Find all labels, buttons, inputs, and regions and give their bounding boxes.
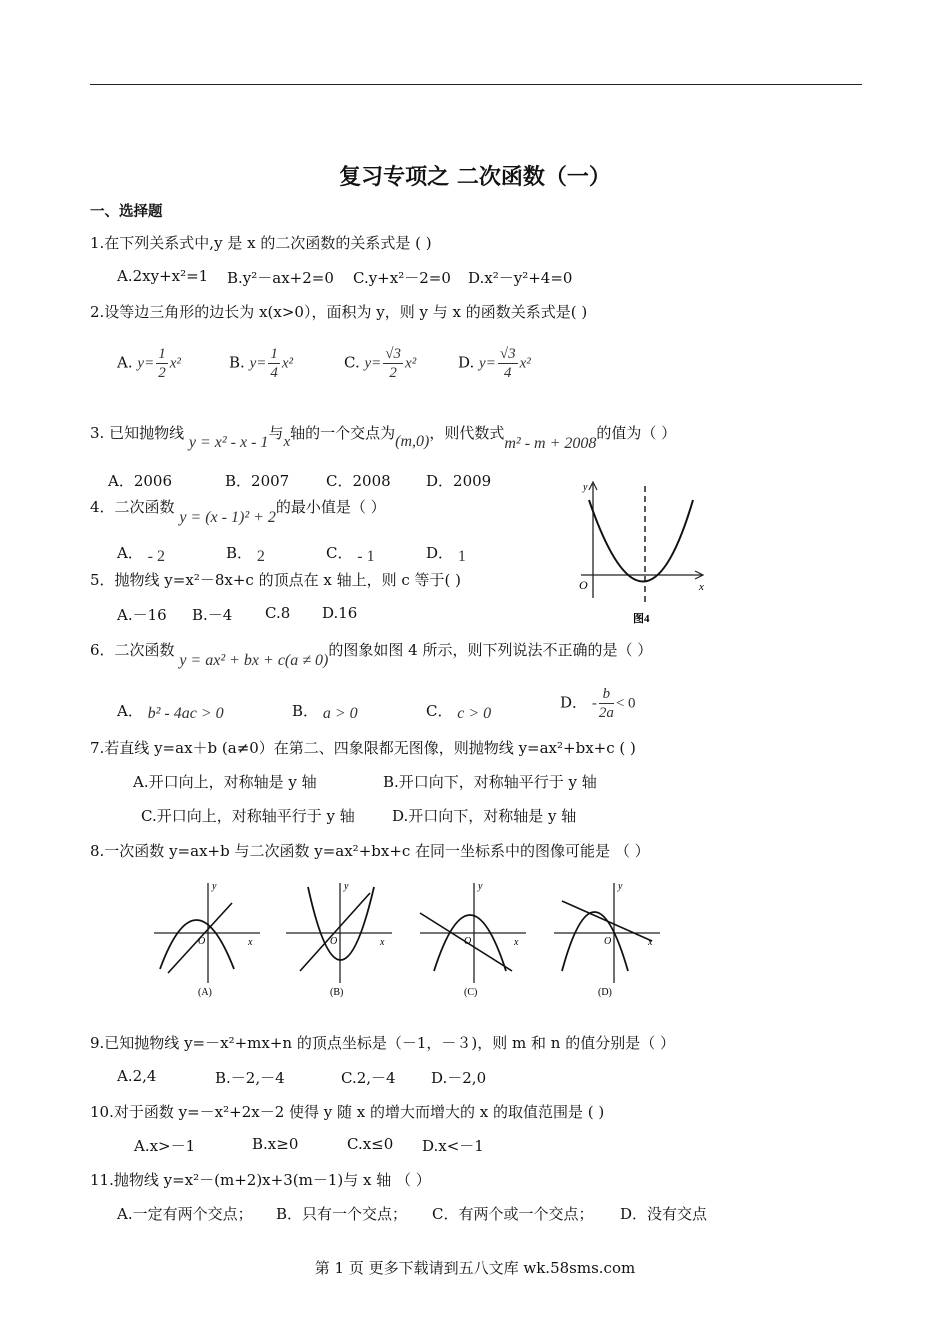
page-title: 复习专项之 二次函数（一）	[339, 165, 611, 190]
q5-option-c: C.8	[265, 604, 291, 622]
q9-option-a: A.2,4	[117, 1067, 157, 1085]
q3-expr2: m² - m + 2008	[504, 435, 597, 452]
q2-d-den: 4	[503, 365, 512, 381]
q8a-x-label: x	[248, 937, 253, 948]
page-footer: 第 1 页 更多下载请到五八文库 wk.58sms.com	[314, 1259, 636, 1277]
question-10: 10.对于函数 y=－x²+2x－2 使得 y 随 x 的增大而增大的 x 的取值范围是 ( )	[90, 1103, 605, 1121]
q7-option-b: B.开口向下，对称轴平行于 y 轴	[383, 773, 597, 791]
q6-d-frac	[599, 685, 614, 722]
q6-pre: 6．二次函数	[90, 641, 175, 659]
q9-option-c: C.2,－4	[341, 1069, 396, 1087]
q2-a-y: y	[137, 355, 145, 372]
q2-c-label: C.	[344, 353, 360, 372]
q6-b-value: a > 0	[322, 705, 358, 722]
q7-option-a: A.开口向上，对称轴是 y 轴	[133, 773, 317, 791]
q8c-caption: (C)	[464, 987, 478, 998]
q10-option-b: B.x≥0	[252, 1135, 299, 1153]
q6-d-num: b	[599, 685, 614, 704]
question-9: 9.已知抛物线 y=－x²+mx+n 的顶点坐标是（－1，－３)，则 m 和 n 的值分别是（ ）	[90, 1034, 675, 1052]
q2-a-den: 2	[158, 365, 166, 381]
q6-option-d	[560, 685, 636, 722]
q3-mid2: 轴的一个交点为	[290, 424, 396, 442]
question-5: 5．抛物线 y=x²－8x+c 的顶点在 x 轴上，则 c 等于( )	[90, 571, 461, 589]
q3-xvar: x	[283, 434, 291, 450]
q6-a-value: b² - 4ac > 0	[147, 705, 224, 722]
q10-option-a: A.x>－1	[134, 1137, 196, 1155]
q8d-y-label: y	[618, 881, 623, 892]
q11-option-c: C．有两个或一个交点；	[432, 1205, 594, 1223]
q5-option-d: D.16	[322, 604, 358, 622]
q2-a-label: A.	[117, 353, 133, 372]
q6-c-value: c > 0	[457, 705, 492, 722]
q2-d-x2: x²	[519, 355, 531, 372]
q8b-caption: (B)	[330, 987, 344, 998]
q2-b-eq: =	[256, 355, 267, 372]
q8d-line	[562, 901, 652, 941]
q6-option-b	[292, 700, 358, 721]
figure-4	[575, 478, 715, 628]
q4-c-value: - 1	[357, 548, 375, 565]
q10-option-d: D.x<－1	[422, 1137, 484, 1155]
q6-d-post: < 0	[615, 695, 636, 712]
q6-post: 的图象如图 4 所示，则下列说法不正确的是（ ）	[328, 641, 653, 659]
q2-option-d	[458, 345, 531, 382]
question-7: 7.若直线 y=ax＋b (a≠0）在第二、四象限都无图像，则抛物线 y=ax²+bx+c ( )	[90, 739, 636, 757]
q8d-parabola	[562, 912, 628, 971]
q3-mid3: ，则代数式	[429, 424, 505, 442]
q4-option-a	[117, 542, 165, 563]
q2-a-x2: x²	[169, 355, 181, 372]
q5-option-a: A.－16	[117, 606, 167, 624]
q2-b-num: 1	[270, 346, 278, 362]
q8a-caption: (A)	[198, 987, 212, 998]
q6-c-label: C．	[426, 702, 453, 720]
q8-graph-b	[286, 881, 392, 998]
q2-c-frac	[383, 345, 403, 382]
q4-b-label: B．	[226, 544, 253, 562]
q6-option-c	[426, 700, 491, 721]
q4-option-c	[326, 542, 375, 563]
q11-option-d: D．没有交点	[620, 1205, 708, 1223]
q8-graph-c	[420, 881, 526, 998]
q4-option-b	[226, 542, 265, 563]
q4-b-value: 2	[256, 548, 265, 565]
q2-b-x2: x²	[281, 355, 294, 372]
q2-d-label: D.	[458, 353, 475, 372]
q2-d-num: √3	[499, 346, 516, 362]
q2-option-b	[229, 345, 293, 382]
fig4-parabola	[589, 500, 693, 582]
q6-d-minus: -	[591, 695, 597, 712]
question-6	[90, 639, 653, 669]
q2-a-num: 1	[158, 346, 166, 362]
q3-point: (m,0)	[395, 433, 430, 450]
q3-pre: 3. 已知抛物线	[90, 424, 185, 442]
fig4-y-label: y	[583, 482, 588, 493]
q2-c-eq: =	[371, 355, 382, 372]
q4-a-value: - 2	[147, 548, 165, 565]
q2-b-frac	[268, 345, 280, 382]
q6-d-den: 2a	[598, 705, 614, 721]
q1-option-d: D.x²－y²+4=0	[468, 269, 573, 287]
q6-expr: y = ax² + bx + c(a ≠ 0)	[179, 652, 329, 669]
q4-d-value: 1	[457, 548, 466, 565]
q8c-x-label: x	[514, 937, 519, 948]
q4-pre: 4．二次函数	[90, 498, 175, 516]
q9-option-d: D.－2,0	[431, 1069, 487, 1087]
q6-option-a	[117, 700, 224, 721]
q3-option-c: C．2008	[326, 472, 391, 490]
q4-c-label: C．	[326, 544, 353, 562]
question-4	[90, 496, 386, 526]
q9-option-b: B.－2,－4	[215, 1069, 285, 1087]
q11-option-a: A.一定有两个交点；	[117, 1205, 253, 1223]
q8d-x-label: x	[648, 937, 653, 948]
q8d-caption: (D)	[598, 987, 612, 998]
q7-option-c: C.开口向上，对称轴平行于 y 轴	[141, 807, 355, 825]
q8c-o-label: O	[464, 936, 472, 947]
question-1: 1.在下列关系式中,y 是 x 的二次函数的关系式是 ( )	[90, 234, 432, 252]
q8b-line	[300, 893, 370, 971]
q4-post: 的最小值是（ ）	[275, 498, 386, 516]
q8d-o-label: O	[604, 936, 612, 947]
q8b-parabola	[308, 887, 374, 960]
q3-option-d: D．2009	[426, 472, 492, 490]
q2-a-frac	[156, 345, 168, 382]
q3-expr: y = x² - x - 1	[188, 434, 269, 451]
q8b-o-label: O	[330, 936, 338, 947]
q8a-parabola	[160, 920, 234, 969]
q8-graph-a	[154, 881, 260, 998]
q2-option-c	[344, 345, 416, 382]
question-11: 11.抛物线 y=x²－(m+2)x+3(m－1)与 x 轴 （ ）	[90, 1171, 431, 1189]
q3-mid1: 与	[268, 424, 284, 442]
q10-option-c: C.x≤0	[347, 1135, 394, 1153]
q2-b-label: B.	[229, 353, 245, 372]
q4-a-label: A．	[117, 544, 143, 562]
q6-b-label: B．	[292, 702, 319, 720]
fig4-caption: 图4	[633, 613, 650, 625]
q8a-y-label: y	[212, 881, 217, 892]
q11-option-b: B．只有一个交点；	[276, 1205, 408, 1223]
q3-option-b: B．2007	[225, 472, 290, 490]
fig4-x-label: x	[699, 581, 704, 593]
q3-option-a: A．2006	[108, 472, 173, 490]
q1-option-a: A.2xy+x²=1	[117, 267, 209, 285]
q8-graph-d	[554, 881, 660, 998]
q6-d-label: D．	[560, 693, 588, 712]
q5-option-b: B.－4	[192, 606, 233, 624]
q3-post: 的值为（ ）	[596, 424, 677, 442]
q4-expr: y = (x - 1)² + 2	[179, 509, 276, 526]
q2-d-y: y	[479, 355, 486, 372]
q2-c-y: y	[364, 355, 372, 372]
q2-c-den: 2	[389, 365, 397, 381]
q6-a-label: A．	[117, 702, 143, 720]
q2-c-num: √3	[385, 346, 402, 362]
q1-option-c: C.y+x²－2=0	[353, 269, 451, 287]
q4-option-d	[426, 542, 466, 563]
question-3	[90, 422, 677, 452]
q4-d-label: D．	[426, 544, 454, 562]
q8b-x-label: x	[380, 937, 385, 948]
q2-c-x2: x²	[405, 355, 417, 372]
q2-b-den: 4	[270, 365, 278, 381]
q2-a-eq: =	[144, 355, 155, 372]
q2-option-a	[117, 345, 181, 382]
q2-b-y: y	[249, 355, 257, 372]
q2-d-frac	[498, 345, 518, 382]
q8b-y-label: y	[344, 881, 349, 892]
question-8: 8.一次函数 y=ax+b 与二次函数 y=ax²+bx+c 在同一坐标系中的图像可能是 （ ）	[90, 842, 650, 860]
q2-d-eq: =	[485, 355, 496, 372]
fig4-origin-label: O	[579, 578, 588, 592]
q8c-y-label: y	[478, 881, 483, 892]
q7-option-d: D.开口向下，对称轴是 y 轴	[392, 807, 577, 825]
q8-graphs	[148, 873, 668, 1003]
section-heading: 一、选择题	[90, 204, 163, 220]
q8a-o-label: O	[198, 936, 206, 947]
question-2: 2.设等边三角形的边长为 x(x>0），面积为 y，则 y 与 x 的函数关系式是( )	[90, 303, 588, 321]
q1-option-b: B.y²－ax+2=0	[227, 269, 334, 287]
header-rule	[90, 84, 862, 85]
